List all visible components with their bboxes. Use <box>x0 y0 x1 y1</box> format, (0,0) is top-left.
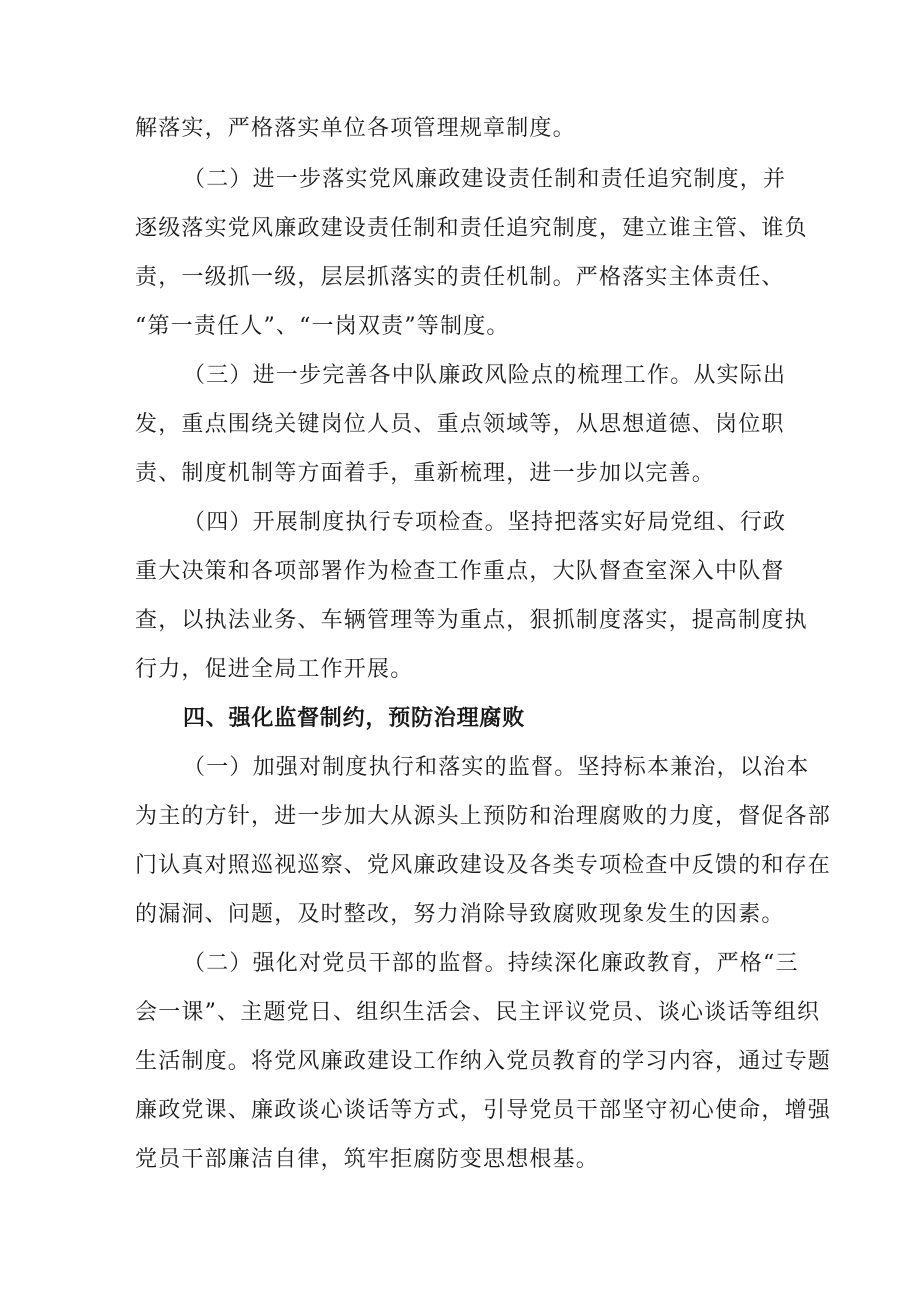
text-line: 门认真对照巡视巡察、党风廉政建设及各类专项检查中反馈的和存在 <box>135 853 832 878</box>
text-line: 逐级落实党风廉政建设责任制和责任追究制度，建立谁主管、谁负 <box>135 216 808 241</box>
text-line: 党员干部廉洁自律，筑牢拒腐防变思想根基。 <box>135 1147 600 1172</box>
paragraph-3-line-1: （三）进一步完善各中队廉政风险点的梳理工作。从实际出 <box>183 363 787 388</box>
text-line: 责，一级抓一级，层层抓落实的责任机制。严格落实主体责任、 <box>135 265 785 290</box>
paragraph-2-line-1: （二）进一步落实党风廉政建设责任制和责任追究制度，并 <box>183 167 787 192</box>
text-line: 会一课”、主题党日、组织生活会、民主评议党员、谈心谈话等组织 <box>135 1000 821 1025</box>
text-line: 为主的方针，进一步加大从源头上预防和治理腐败的力度，督促各部 <box>135 804 832 829</box>
text-line: 发，重点围绕关键岗位人员、重点领域等，从思想道德、岗位职 <box>135 412 785 437</box>
text-line: 的漏洞、问题，及时整改，努力消除导致腐败现象发生的因素。 <box>135 902 785 927</box>
section-heading: 四、强化监督制约，预防治理腐败 <box>183 706 526 731</box>
paragraph-4-line-1: （四）开展制度执行专项检查。坚持把落实好局党组、行政 <box>183 510 787 535</box>
text-line: 廉政党课、廉政谈心谈话等方式，引导党员干部坚守初心使命，增强 <box>135 1098 832 1123</box>
text-line: 行力，促进全局工作开展。 <box>135 657 414 682</box>
paragraph-6-line-1: （二）强化对党员干部的监督。持续深化廉政教育，严格“三 <box>183 951 799 976</box>
text-line: 查，以执法业务、车辆管理等为重点，狠抓制度落实，提高制度执 <box>135 608 808 633</box>
text-line: 重大决策和各项部署作为检查工作重点，大队督查室深入中队督 <box>135 559 785 584</box>
text-line: 解落实，严格落实单位各项管理规章制度。 <box>135 116 576 141</box>
paragraph-5-line-1: （一）加强对制度执行和落实的监督。坚持标本兼治，以治本 <box>183 755 810 780</box>
text-line: 生活制度。将党风廉政建设工作纳入党员教育的学习内容，通过专题 <box>135 1049 832 1074</box>
text-line: 责、制度机制等方面着手，重新梳理，进一步加以完善。 <box>135 461 716 486</box>
text-line: “第一责任人”、“一岗双责”等制度。 <box>135 314 510 339</box>
